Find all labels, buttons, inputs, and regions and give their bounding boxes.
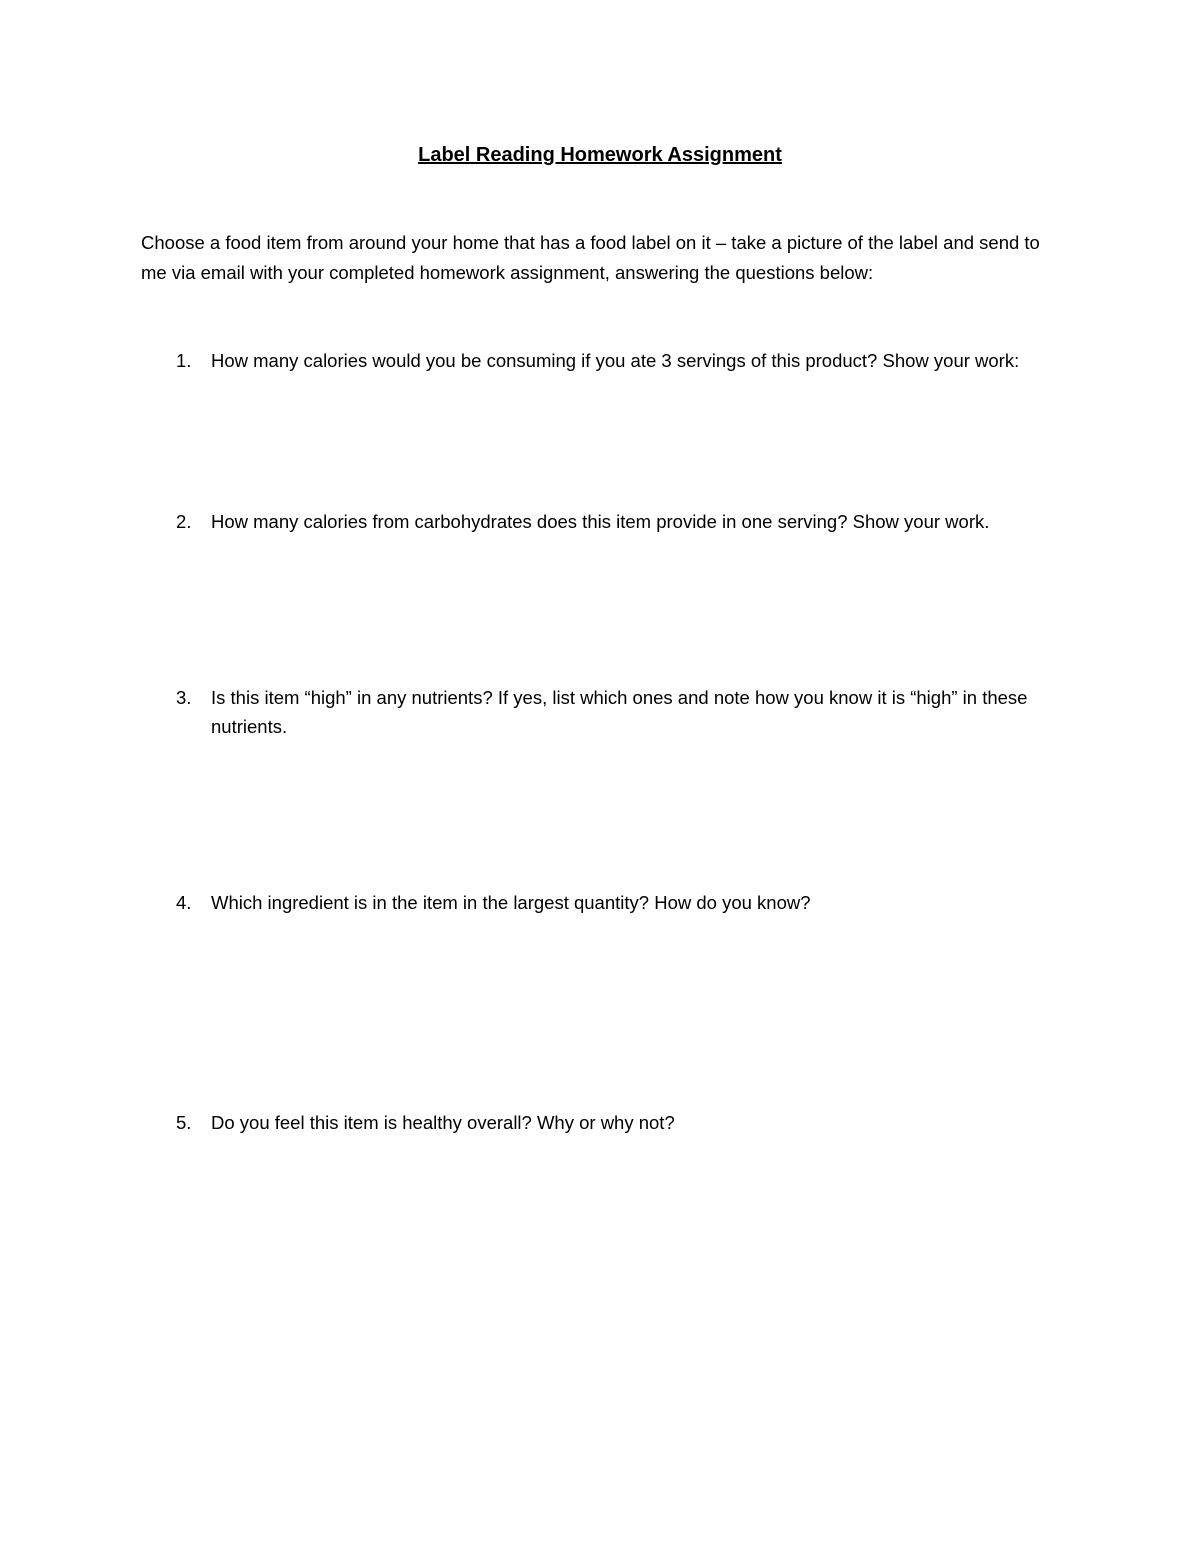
- question-number: 4.: [176, 892, 192, 913]
- question-number: 2.: [176, 511, 192, 532]
- question-number: 5.: [176, 1112, 192, 1133]
- question-item-5: [141, 1108, 1061, 1137]
- question-item-3: [141, 683, 1061, 741]
- question-text: How many calories would you be consuming if you ate 3 servings of this product? Show your work:: [211, 350, 1020, 371]
- question-text: Is this item “high” in any nutrients? If yes, list which ones and note how you know it is “high” in these nutrients.: [211, 687, 1028, 737]
- question-item-4: [141, 888, 1061, 917]
- question-text: Do you feel this item is healthy overall? Why or why not?: [211, 1112, 675, 1133]
- question-number: 1.: [176, 350, 192, 371]
- question-item-1: [141, 346, 1061, 375]
- question-text: Which ingredient is in the item in the largest quantity? How do you know?: [211, 892, 811, 913]
- question-number: 3.: [176, 687, 192, 708]
- question-text: How many calories from carbohydrates does this item provide in one serving? Show your work.: [211, 511, 990, 532]
- intro-paragraph: Choose a food item from around your home that has a food label on it – take a picture of the label and send to me via email with your completed homework assignment, answering the questions below:: [141, 232, 1040, 283]
- question-item-2: [141, 507, 1061, 536]
- page-title: Label Reading Homework Assignment: [418, 144, 782, 166]
